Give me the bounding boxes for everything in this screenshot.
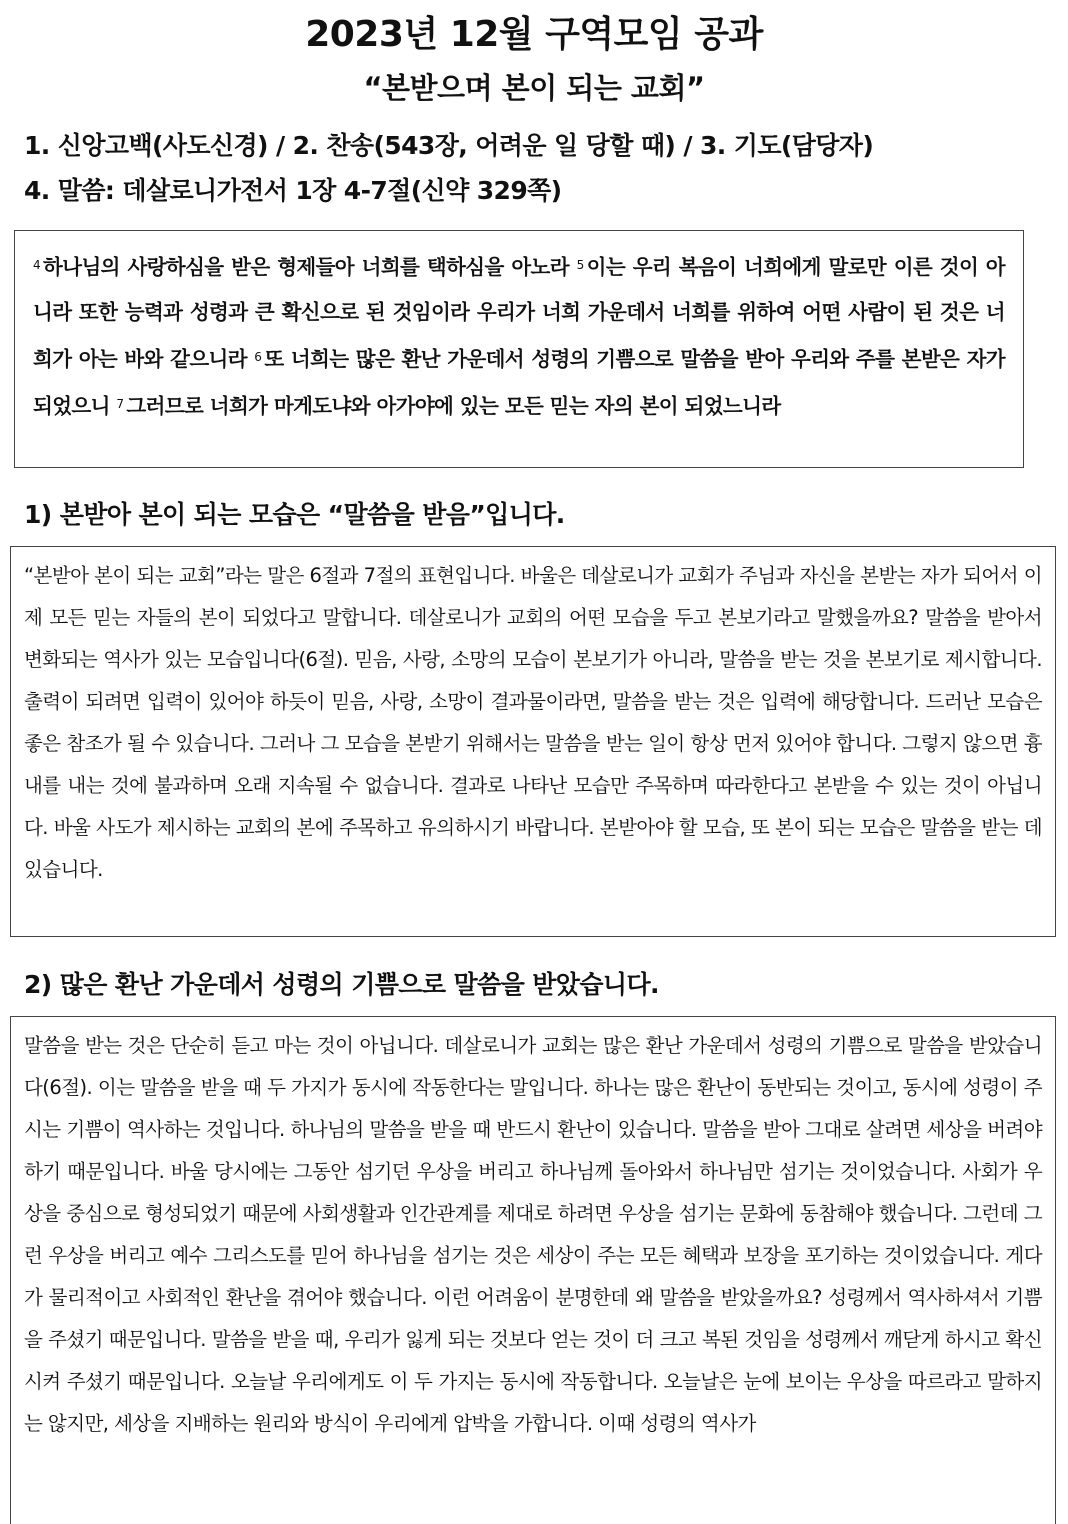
verse-number: 7 — [116, 397, 124, 411]
verse-number: 6 — [254, 350, 262, 364]
worship-order-line-1: 1. 신앙고백(사도신경) / 2. 찬송(543장, 어려운 일 당할 때) / 3. 기도(담당자) — [24, 131, 874, 160]
worship-order-line-2: 4. 말씀: 데살로니가전서 1장 4-7절(신약 329쪽) — [24, 176, 562, 205]
verse-text: 그러므로 너희가 마게도냐와 아가야에 있는 모든 믿는 자의 본이 되었느니라 — [126, 394, 781, 418]
verse-text: 하나님의 사랑하심을 받은 형제들아 너희를 택하심을 아노라 — [43, 255, 577, 279]
section-1-body: “본받아 본이 되는 교회”라는 말은 6절과 7절의 표현입니다. 바울은 데살로니가 교회가 주님과 자신을 본받는 자가 되어서 이제 모든 믿는 자들의 본이 되었다고 말합니다. 데살로니가 교회의 어떤 모습을 두고 본보기라고 말했을까요? 말씀을 받아서 변화되는 역사가 있는 모습입니다(6절). 믿음, 사랑, 소망의 모습이 본보기가 아니라, 말씀을 받는 것을 본보기로 제시합니다. 출력이 되려면 입력이 있어야 하듯이 믿음, 사랑, 소망이 결과물이라면, 말씀을 받는 것은 입력에 해당합니다. 드러난 모습은 좋은 참조가 될 수 있습니다. 그러나 그 모습을 본받기 위해서는 말씀을 받는 일이 항상 먼저 있어야 합니다. 그렇지 않으면 흉내를 내는 것에 불과하며 오래 지속될 수 없습니다. 결과로 나타난 모습만 주목하며 따라한다고 본받을 수 있는 것이 아닙니다. 바울 사도가 제시하는 교회의 본에 주목하고 유의하시기 바랍니다. 본받아야 할 모습, 또 본이 되는 모습은 말씀을 받는 데 있습니다. — [10, 546, 1056, 937]
verse-number: 4 — [33, 258, 41, 272]
verse-number: 5 — [576, 258, 584, 272]
document-subtitle: “본받으며 본이 되는 교회” — [363, 71, 705, 105]
scripture-box — [14, 230, 1024, 468]
section-2-body: 말씀을 받는 것은 단순히 듣고 마는 것이 아닙니다. 데살로니가 교회는 많은 환난 가운데서 성령의 기쁨으로 말씀을 받았습니다(6절). 이는 말씀을 받을 때 두 가지가 동시에 작동한다는 말입니다. 하나는 많은 환난이 동반되는 것이고, 동시에 성령이 주시는 기쁨이 역사하는 것입니다. 하나님의 말씀을 받을 때 반드시 환난이 있습니다. 말씀을 받아 그대로 살려면 세상을 버려야 하기 때문입니다. 바울 당시에는 그동안 섬기던 우상을 버리고 하나님께 돌아와서 하나님만 섬기는 것이었습니다. 사회가 우상을 중심으로 형성되었기 때문에 사회생활과 인간관계를 제대로 하려면 우상을 섬기는 문화에 동참해야 했습니다. 그런데 그런 우상을 버리고 예수 그리스도를 믿어 하나님을 섬기는 것은 세상이 주는 모든 혜택과 보장을 포기하는 것이었습니다. 게다가 물리적이고 사회적인 환난을 겪어야 했습니다. 이런 어려움이 분명한데 왜 말씀을 받았을까요? 성령께서 역사하셔서 기쁨을 주셨기 때문입니다. 말씀을 받을 때, 우리가 잃게 되는 것보다 얻는 것이 더 크고 복된 것임을 성령께서 깨닫게 하시고 확신시켜 주셨기 때문입니다. 오늘날 우리에게도 이 두 가지는 동시에 작동합니다. 오늘날은 눈에 보이는 우상을 따르라고 말하지는 않지만, 세상을 지배하는 원리와 방식이 우리에게 압박을 가합니다. 이때 성령의 역사가 — [10, 1016, 1056, 1524]
document-title: 2023년 12월 구역모임 공과 — [305, 14, 763, 55]
section-1-heading: 1) 본받아 본이 되는 모습은 “말씀을 받음”입니다. — [24, 500, 565, 529]
section-2-heading: 2) 많은 환난 가운데서 성령의 기쁨으로 말씀을 받았습니다. — [24, 970, 659, 999]
verse-text: 이는 우리 복음이 너희에게 말로만 이른 것이 아니라 또한 능력과 성령과 큰 확신으로 된 것임이라 우리가 너희 가운데서 너희를 위하여 어떤 사람이 된 것은 너희가 아는 바와 같으니라 — [33, 255, 1005, 371]
verse-text: 또 너희는 많은 환난 가운데서 성령의 기쁨으로 말씀을 받아 우리와 주를 본받은 자가 되었으니 — [33, 347, 1005, 418]
